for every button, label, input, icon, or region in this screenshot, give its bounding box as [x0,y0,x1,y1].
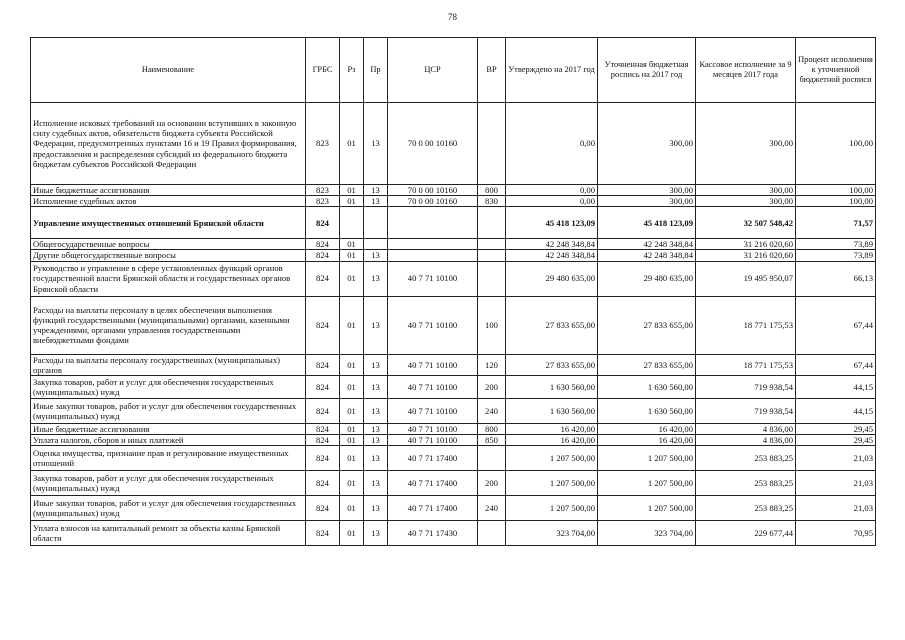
cell-rz: 01 [340,398,364,423]
cell-percent: 67,44 [796,296,876,354]
cell-executed: 300,00 [696,196,796,207]
cell-revised: 1 207 500,00 [598,446,696,471]
table-row [31,375,876,398]
cell-vr [478,521,506,546]
cell-rz [340,207,364,239]
header-csr: ЦСР [388,38,478,103]
cell-percent: 44,15 [796,398,876,423]
cell-csr: 40 7 71 10100 [388,354,478,375]
cell-pr: 13 [364,261,388,296]
header-vr: ВР [478,38,506,103]
cell-percent: 29,45 [796,423,876,434]
cell-csr: 70 0 00 10160 [388,103,478,185]
cell-rz: 01 [340,496,364,521]
cell-revised: 42 248 348,84 [598,250,696,261]
cell-executed: 300,00 [696,103,796,185]
table-row [31,496,876,521]
cell-grbs: 824 [306,250,340,261]
cell-grbs: 824 [306,261,340,296]
cell-percent: 29,45 [796,434,876,445]
cell-pr: 13 [364,423,388,434]
cell-pr: 13 [364,434,388,445]
cell-approved: 42 248 348,84 [506,250,598,261]
cell-rz: 01 [340,354,364,375]
cell-grbs: 824 [306,375,340,398]
cell-name: Закупка товаров, работ и услуг для обеспечения государственных (муниципальных) нужд [31,471,306,496]
table-row [31,103,876,185]
cell-executed: 253 883,25 [696,471,796,496]
table-row [31,250,876,261]
cell-pr: 13 [364,196,388,207]
cell-percent: 100,00 [796,103,876,185]
cell-rz: 01 [340,296,364,354]
cell-grbs: 824 [306,471,340,496]
cell-rz: 01 [340,261,364,296]
cell-name: Управление имущественных отношений Брянской области [31,207,306,239]
cell-csr: 40 7 71 10100 [388,398,478,423]
cell-vr: 240 [478,398,506,423]
cell-revised: 1 630 560,00 [598,375,696,398]
cell-executed: 31 216 020,60 [696,239,796,250]
cell-pr: 13 [364,446,388,471]
cell-grbs: 824 [306,423,340,434]
cell-csr: 40 7 71 17400 [388,446,478,471]
cell-rz: 01 [340,239,364,250]
cell-executed: 18 771 175,53 [696,296,796,354]
header-approved: Утверждено на 2017 год [506,38,598,103]
page-number: 78 [448,12,457,22]
cell-vr [478,250,506,261]
header-rz: Рз [340,38,364,103]
cell-approved: 1 630 560,00 [506,375,598,398]
cell-rz: 01 [340,185,364,196]
cell-pr: 13 [364,354,388,375]
table-row [31,446,876,471]
cell-name: Уплата налогов, сборов и иных платежей [31,434,306,445]
cell-name: Уплата взносов на капитальный ремонт за объекты казны Брянской области [31,521,306,546]
cell-approved: 42 248 348,84 [506,239,598,250]
cell-pr: 13 [364,471,388,496]
cell-grbs: 823 [306,196,340,207]
table-header-row [31,38,876,103]
cell-executed: 31 216 020,60 [696,250,796,261]
cell-grbs: 824 [306,496,340,521]
cell-rz: 01 [340,521,364,546]
cell-name: Иные бюджетные ассигнования [31,185,306,196]
cell-revised: 300,00 [598,196,696,207]
header-grbs: ГРБС [306,38,340,103]
cell-name: Исполнение судебных актов [31,196,306,207]
header-pr: Пр [364,38,388,103]
cell-csr: 40 7 71 10100 [388,261,478,296]
cell-executed: 719 938,54 [696,398,796,423]
cell-executed: 253 883,25 [696,496,796,521]
header-revised: Уточненная бюджетная роспись на 2017 год [598,38,696,103]
cell-grbs: 824 [306,354,340,375]
cell-name: Расходы на выплаты персоналу в целях обеспечения выполнения функций государственными (муниципальными) органами, казенными учреждениями, органами управления государственными внебюджетными фондами [31,296,306,354]
table-row [31,398,876,423]
cell-approved: 1 207 500,00 [506,471,598,496]
cell-executed: 4 836,00 [696,423,796,434]
table-row [31,196,876,207]
cell-csr: 40 7 71 17430 [388,521,478,546]
cell-csr [388,207,478,239]
cell-approved: 0,00 [506,196,598,207]
cell-revised: 1 207 500,00 [598,496,696,521]
cell-vr: 100 [478,296,506,354]
cell-vr [478,446,506,471]
table-row [31,207,876,239]
cell-pr: 13 [364,375,388,398]
cell-name: Закупка товаров, работ и услуг для обеспечения государственных (муниципальных) нужд [31,375,306,398]
cell-csr [388,239,478,250]
cell-grbs: 824 [306,398,340,423]
cell-percent: 100,00 [796,185,876,196]
cell-pr: 13 [364,185,388,196]
cell-name: Другие общегосударственные вопросы [31,250,306,261]
cell-name: Исполнение исковых требований на основании вступивших в законную силу судебных актов, обязательств бюджета субъекта Российской Федерации, предусмотренных пунктами 16 и 19 Правил формирования, предоставления и распределения субсидий из федерального бюджета бюджетам субъектов Российской Федерации [31,103,306,185]
cell-grbs: 823 [306,103,340,185]
cell-executed: 300,00 [696,185,796,196]
cell-executed: 719 938,54 [696,375,796,398]
cell-approved: 16 420,00 [506,423,598,434]
cell-vr: 200 [478,471,506,496]
table-row [31,521,876,546]
cell-csr: 70 0 00 10160 [388,185,478,196]
cell-rz: 01 [340,103,364,185]
cell-percent: 100,00 [796,196,876,207]
cell-percent: 71,57 [796,207,876,239]
cell-percent: 44,15 [796,375,876,398]
cell-csr: 40 7 71 10100 [388,296,478,354]
cell-revised: 45 418 123,09 [598,207,696,239]
table-row [31,296,876,354]
cell-percent: 70,95 [796,521,876,546]
cell-csr: 70 0 00 10160 [388,196,478,207]
cell-grbs: 824 [306,296,340,354]
cell-approved: 1 207 500,00 [506,496,598,521]
header-name: Наименование [31,38,306,103]
cell-revised: 300,00 [598,103,696,185]
table-row [31,261,876,296]
cell-executed: 229 677,44 [696,521,796,546]
cell-vr: 830 [478,196,506,207]
cell-executed: 4 836,00 [696,434,796,445]
cell-pr: 13 [364,250,388,261]
cell-vr [478,103,506,185]
cell-grbs: 824 [306,521,340,546]
cell-revised: 1 630 560,00 [598,398,696,423]
cell-name: Иные закупки товаров, работ и услуг для обеспечения государственных (муниципальных) нужд [31,496,306,521]
cell-grbs: 824 [306,239,340,250]
cell-rz: 01 [340,434,364,445]
cell-name: Общегосударственные вопросы [31,239,306,250]
cell-rz: 01 [340,423,364,434]
cell-csr: 40 7 71 10100 [388,423,478,434]
cell-approved: 1 207 500,00 [506,446,598,471]
cell-rz: 01 [340,196,364,207]
table-row [31,434,876,445]
cell-pr [364,207,388,239]
table-row [31,239,876,250]
cell-csr: 40 7 71 10100 [388,434,478,445]
cell-revised: 29 480 635,00 [598,261,696,296]
cell-percent: 67,44 [796,354,876,375]
table-row [31,185,876,196]
header-percent: Процент исполнения к уточненной бюджетной росписи [796,38,876,103]
cell-executed: 32 507 548,42 [696,207,796,239]
cell-revised: 16 420,00 [598,423,696,434]
cell-executed: 19 495 950,07 [696,261,796,296]
cell-grbs: 824 [306,446,340,471]
table-row [31,423,876,434]
cell-name: Расходы на выплаты персоналу государственных (муниципальных) органов [31,354,306,375]
cell-approved: 16 420,00 [506,434,598,445]
cell-percent: 21,03 [796,471,876,496]
cell-approved: 45 418 123,09 [506,207,598,239]
cell-name: Иные закупки товаров, работ и услуг для обеспечения государственных (муниципальных) нужд [31,398,306,423]
cell-approved: 27 833 655,00 [506,296,598,354]
cell-csr [388,250,478,261]
cell-vr [478,207,506,239]
cell-vr: 800 [478,185,506,196]
cell-executed: 253 883,25 [696,446,796,471]
cell-approved: 27 833 655,00 [506,354,598,375]
cell-approved: 0,00 [506,103,598,185]
cell-approved: 323 704,00 [506,521,598,546]
cell-vr: 800 [478,423,506,434]
cell-approved: 29 480 635,00 [506,261,598,296]
cell-percent: 66,13 [796,261,876,296]
table-row [31,354,876,375]
cell-approved: 1 630 560,00 [506,398,598,423]
cell-name: Руководство и управление в сфере установленных функций органов государственной власти Брянской области и государственных органов Брянской области [31,261,306,296]
cell-revised: 27 833 655,00 [598,296,696,354]
cell-grbs: 823 [306,185,340,196]
cell-pr: 13 [364,521,388,546]
cell-rz: 01 [340,471,364,496]
header-executed: Кассовое исполнение за 9 месяцев 2017 года [696,38,796,103]
cell-revised: 42 248 348,84 [598,239,696,250]
cell-pr: 13 [364,103,388,185]
cell-revised: 1 207 500,00 [598,471,696,496]
cell-rz: 01 [340,375,364,398]
cell-rz: 01 [340,250,364,261]
cell-grbs: 824 [306,434,340,445]
cell-vr: 120 [478,354,506,375]
cell-percent: 73,89 [796,239,876,250]
cell-revised: 300,00 [598,185,696,196]
cell-vr [478,239,506,250]
cell-grbs: 824 [306,207,340,239]
cell-approved: 0,00 [506,185,598,196]
cell-vr: 850 [478,434,506,445]
cell-name: Оценка имущества, признание прав и регулирование имущественных отношений [31,446,306,471]
cell-revised: 323 704,00 [598,521,696,546]
cell-pr [364,239,388,250]
table-row [31,471,876,496]
cell-pr: 13 [364,496,388,521]
cell-rz: 01 [340,446,364,471]
cell-csr: 40 7 71 10100 [388,375,478,398]
cell-percent: 73,89 [796,250,876,261]
cell-pr: 13 [364,296,388,354]
cell-vr: 240 [478,496,506,521]
budget-execution-table [30,37,876,546]
cell-pr: 13 [364,398,388,423]
cell-percent: 21,03 [796,446,876,471]
cell-revised: 16 420,00 [598,434,696,445]
table-body [31,103,876,546]
cell-name: Иные бюджетные ассигнования [31,423,306,434]
cell-percent: 21,03 [796,496,876,521]
cell-vr: 200 [478,375,506,398]
cell-csr: 40 7 71 17400 [388,471,478,496]
cell-vr [478,261,506,296]
cell-executed: 18 771 175,53 [696,354,796,375]
cell-csr: 40 7 71 17400 [388,496,478,521]
cell-revised: 27 833 655,00 [598,354,696,375]
